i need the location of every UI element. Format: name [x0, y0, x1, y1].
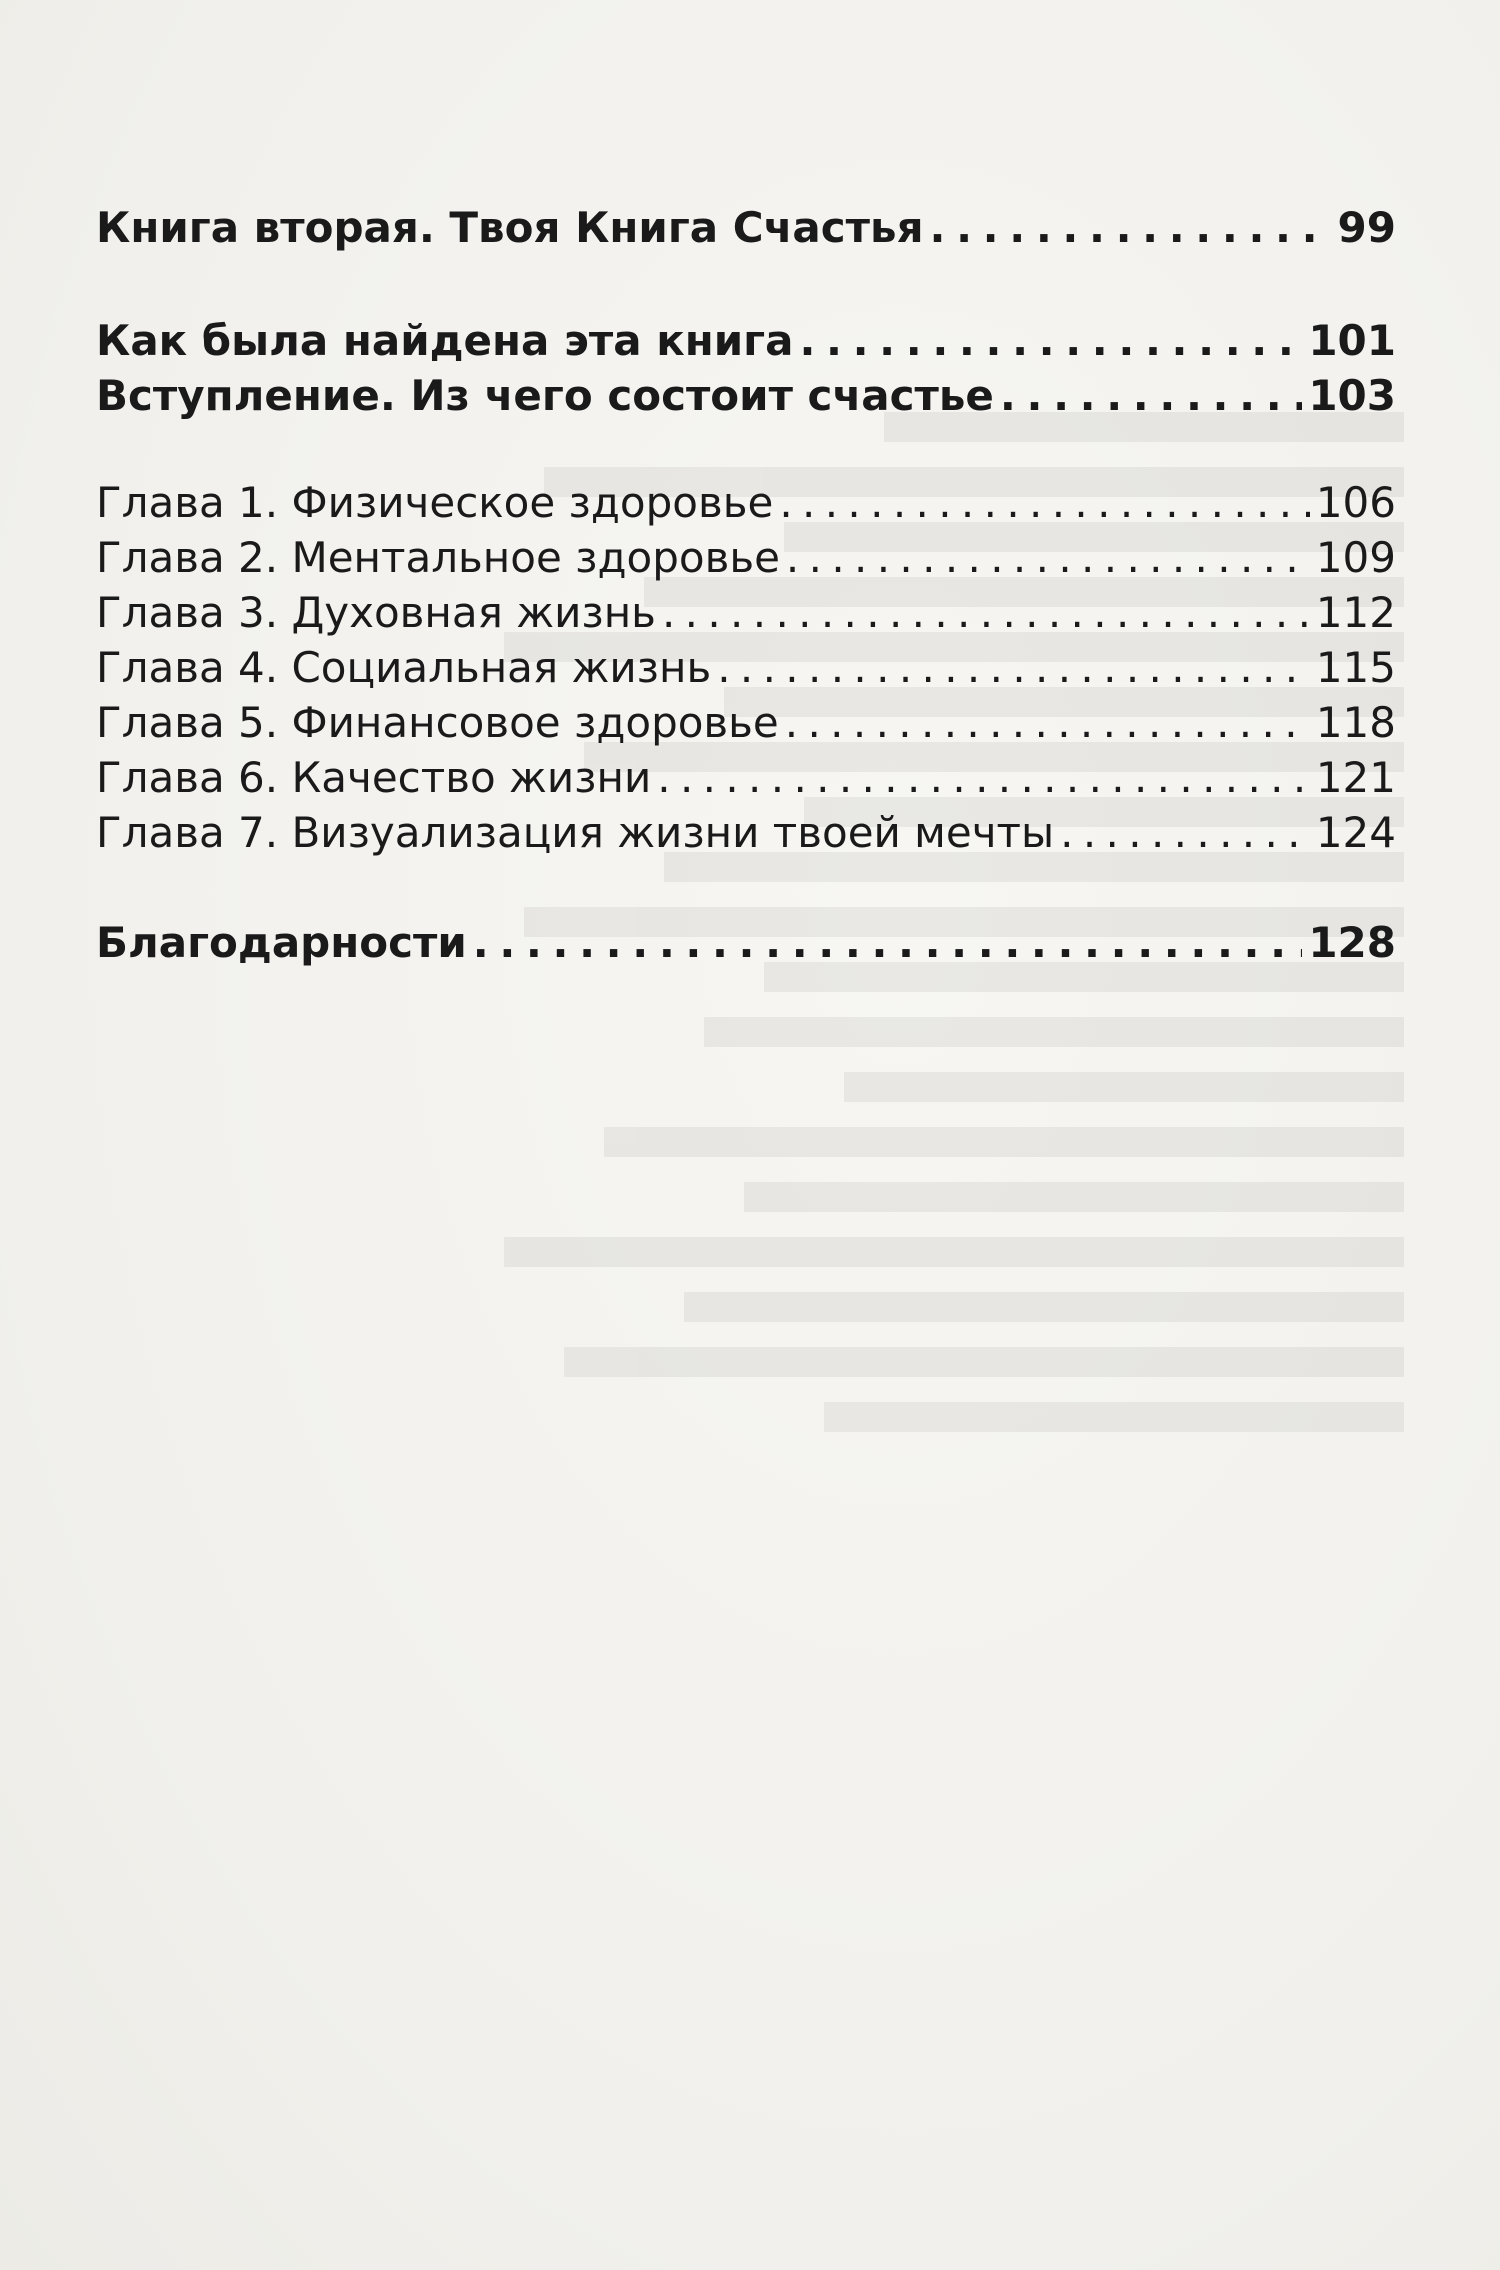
- toc-entry-page: 121: [1315, 753, 1396, 802]
- toc-entry-page: 115: [1315, 643, 1396, 692]
- toc-entry-chapter-7[interactable]: [96, 805, 1396, 860]
- toc-entry-title: Книга вторая. Твоя Книга Счастья: [96, 203, 924, 252]
- toc-entry-page: 103: [1308, 371, 1396, 420]
- dot-leader: [662, 585, 1310, 640]
- dot-leader: [930, 200, 1332, 255]
- toc-entry-page: 109: [1315, 533, 1396, 582]
- toc-entry-title: Глава 5. Финансовое здоровье: [96, 698, 779, 747]
- toc-entry-chapter-5[interactable]: [96, 695, 1396, 750]
- toc-entry-title: Благодарности: [96, 918, 467, 967]
- toc-entry-chapter-1[interactable]: [96, 475, 1396, 530]
- toc-entry-acknowledgements[interactable]: [96, 915, 1396, 970]
- dot-leader: [786, 530, 1310, 585]
- spacer: [96, 423, 1396, 475]
- toc-entry-title: Вступление. Из чего состоит счастье: [96, 371, 994, 420]
- dot-leader: [799, 313, 1302, 368]
- toc-entry-chapter-3[interactable]: [96, 585, 1396, 640]
- toc-entry-book-two[interactable]: [96, 200, 1396, 255]
- toc-entry-title: Глава 6. Качество жизни: [96, 753, 652, 802]
- toc-entry-page: 128: [1308, 918, 1396, 967]
- dot-leader: [657, 750, 1310, 805]
- toc-entry-title: Глава 7. Визуализация жизни твоей мечты: [96, 808, 1055, 857]
- toc-entry-page: 118: [1315, 698, 1396, 747]
- toc-entry-chapter-6[interactable]: [96, 750, 1396, 805]
- toc-entry-title: Глава 3. Духовная жизнь: [96, 588, 656, 637]
- spacer: [96, 860, 1396, 915]
- table-of-contents: [96, 200, 1396, 970]
- toc-entry-title: Глава 1. Физическое здоровье: [96, 478, 774, 527]
- dot-leader: [785, 695, 1310, 750]
- toc-entry-page: 124: [1315, 808, 1396, 857]
- toc-entry-page: 112: [1315, 588, 1396, 637]
- dot-leader: [1000, 368, 1302, 423]
- toc-entry-introduction[interactable]: [96, 368, 1396, 423]
- toc-entry-page: 101: [1308, 316, 1396, 365]
- toc-entry-title: Глава 2. Ментальное здоровье: [96, 533, 780, 582]
- toc-entry-chapter-2[interactable]: [96, 530, 1396, 585]
- dot-leader: [779, 475, 1310, 530]
- toc-entry-how-found[interactable]: [96, 313, 1396, 368]
- dot-leader: [473, 915, 1303, 970]
- toc-entry-title: Глава 4. Социальная жизнь: [96, 643, 712, 692]
- toc-entry-page: 99: [1337, 203, 1396, 252]
- spacer: [96, 255, 1396, 313]
- dot-leader: [717, 640, 1310, 695]
- toc-entry-page: 106: [1315, 478, 1396, 527]
- toc-entry-title: Как была найдена эта книга: [96, 316, 794, 365]
- toc-entry-chapter-4[interactable]: [96, 640, 1396, 695]
- dot-leader: [1060, 805, 1310, 860]
